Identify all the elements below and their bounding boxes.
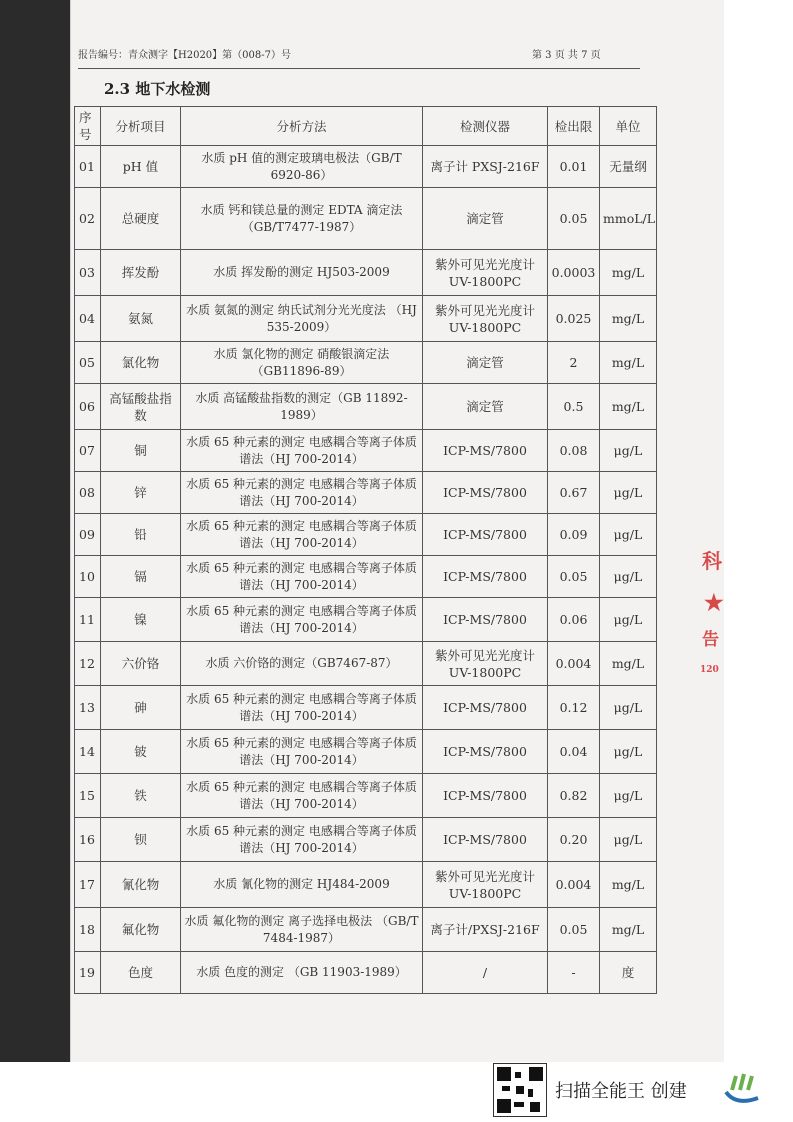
detection-limit: 0.04 <box>548 730 600 774</box>
instrument: ICP-MS/7800 <box>423 514 548 556</box>
row-number: 11 <box>75 598 101 642</box>
unit: μg/L <box>600 686 657 730</box>
instrument: 滴定管 <box>423 188 548 250</box>
instrument: ICP-MS/7800 <box>423 472 548 514</box>
col-header-method: 分析方法 <box>181 107 423 146</box>
detection-limit: 0.05 <box>548 908 600 952</box>
analysis-method: 水质 色度的测定 （GB 11903-1989） <box>181 952 423 994</box>
analysis-method: 水质 挥发酚的测定 HJ503-2009 <box>181 250 423 296</box>
col-header-unit: 单位 <box>600 107 657 146</box>
row-number: 16 <box>75 818 101 862</box>
table-row <box>75 250 657 296</box>
analysis-method: 水质 65 种元素的测定 电感耦合等离子体质谱法（HJ 700-2014） <box>181 730 423 774</box>
analysis-item: 氰化物 <box>101 862 181 908</box>
scanner-watermark-text: 扫描全能王 创建 <box>555 1081 687 1102</box>
analysis-method: 水质 氨氮的测定 纳氏试剂分光光度法 （HJ 535-2009） <box>181 296 423 342</box>
unit: mg/L <box>600 908 657 952</box>
detection-limit: 0.20 <box>548 818 600 862</box>
instrument: 离子计/PXSJ-216F <box>423 908 548 952</box>
instrument: 紫外可见光光度计 UV-1800PC <box>423 296 548 342</box>
row-number: 05 <box>75 342 101 384</box>
row-number: 07 <box>75 430 101 472</box>
analysis-method: 水质 65 种元素的测定 电感耦合等离子体质谱法（HJ 700-2014） <box>181 556 423 598</box>
table-header-row <box>75 107 657 146</box>
table-row <box>75 642 657 686</box>
analysis-item: 氨氮 <box>101 296 181 342</box>
table-row <box>75 556 657 598</box>
detection-limit: 0.09 <box>548 514 600 556</box>
table-row <box>75 952 657 994</box>
table-row <box>75 472 657 514</box>
analysis-item: 六价铬 <box>101 642 181 686</box>
red-seal-stamp <box>700 545 730 695</box>
analysis-item: 镉 <box>101 556 181 598</box>
instrument: ICP-MS/7800 <box>423 818 548 862</box>
analysis-method: 水质 65 种元素的测定 电感耦合等离子体质谱法（HJ 700-2014） <box>181 686 423 730</box>
table-row <box>75 818 657 862</box>
analysis-item: 铅 <box>101 514 181 556</box>
row-number: 18 <box>75 908 101 952</box>
unit: μg/L <box>600 774 657 818</box>
row-number: 03 <box>75 250 101 296</box>
stamp-char-2: 告 <box>702 630 719 650</box>
analysis-item: 总硬度 <box>101 188 181 250</box>
unit: 无量纲 <box>600 146 657 188</box>
analysis-item: 挥发酚 <box>101 250 181 296</box>
row-number: 04 <box>75 296 101 342</box>
analysis-method: 水质 65 种元素的测定 电感耦合等离子体质谱法（HJ 700-2014） <box>181 430 423 472</box>
row-number: 06 <box>75 384 101 430</box>
instrument: ICP-MS/7800 <box>423 730 548 774</box>
unit: mg/L <box>600 342 657 384</box>
stamp-code: 120 <box>700 665 719 675</box>
row-number: 09 <box>75 514 101 556</box>
analysis-item: 铜 <box>101 430 181 472</box>
qr-code-icon <box>493 1063 547 1117</box>
unit: μg/L <box>600 556 657 598</box>
analysis-method: 水质 65 种元素的测定 电感耦合等离子体质谱法（HJ 700-2014） <box>181 514 423 556</box>
scanner-edge-shadow <box>0 0 72 1062</box>
detection-limit: 0.12 <box>548 686 600 730</box>
unit: mg/L <box>600 384 657 430</box>
analysis-method: 水质 氟化物的测定 离子选择电极法 （GB/T 7484-1987） <box>181 908 423 952</box>
analysis-method: 水质 65 种元素的测定 电感耦合等离子体质谱法（HJ 700-2014） <box>181 774 423 818</box>
unit: μg/L <box>600 430 657 472</box>
instrument: ICP-MS/7800 <box>423 556 548 598</box>
stamp-star-icon: ★ <box>704 590 724 616</box>
analysis-item: 氟化物 <box>101 908 181 952</box>
row-number: 14 <box>75 730 101 774</box>
detection-limit: 0.82 <box>548 774 600 818</box>
analysis-item: pH 值 <box>101 146 181 188</box>
table-row <box>75 188 657 250</box>
row-number: 19 <box>75 952 101 994</box>
row-number: 02 <box>75 188 101 250</box>
analysis-item: 锌 <box>101 472 181 514</box>
instrument: ICP-MS/7800 <box>423 686 548 730</box>
detection-limit: 0.08 <box>548 430 600 472</box>
table-row <box>75 908 657 952</box>
analysis-method: 水质 65 种元素的测定 电感耦合等离子体质谱法（HJ 700-2014） <box>181 818 423 862</box>
detection-limit: - <box>548 952 600 994</box>
unit: μg/L <box>600 598 657 642</box>
detection-limit: 0.06 <box>548 598 600 642</box>
instrument: 紫外可见光光度计 UV-1800PC <box>423 862 548 908</box>
analysis-method: 水质 钙和镁总量的测定 EDTA 滴定法（GB/T7477-1987） <box>181 188 423 250</box>
unit: mg/L <box>600 642 657 686</box>
analysis-item: 镍 <box>101 598 181 642</box>
detection-limit: 0.004 <box>548 862 600 908</box>
unit: μg/L <box>600 514 657 556</box>
report-number: 报告编号：青众测字【H2020】第（008-7）号 <box>78 50 291 61</box>
table-row <box>75 686 657 730</box>
instrument: ICP-MS/7800 <box>423 774 548 818</box>
detection-limit: 0.004 <box>548 642 600 686</box>
table-row <box>75 430 657 472</box>
detection-limit: 0.01 <box>548 146 600 188</box>
table-row <box>75 514 657 556</box>
table-row <box>75 342 657 384</box>
instrument: 紫外可见光光度计 UV-1800PC <box>423 250 548 296</box>
section-title: 2.3 地下水检测 <box>104 80 211 98</box>
table-row <box>75 730 657 774</box>
row-number: 13 <box>75 686 101 730</box>
analysis-item: 铍 <box>101 730 181 774</box>
table-row <box>75 296 657 342</box>
unit: mg/L <box>600 250 657 296</box>
instrument: ICP-MS/7800 <box>423 430 548 472</box>
unit: mg/L <box>600 296 657 342</box>
instrument: 离子计 PXSJ-216F <box>423 146 548 188</box>
table-row <box>75 146 657 188</box>
table-row <box>75 384 657 430</box>
groundwater-method-table <box>74 106 657 994</box>
detection-limit: 0.0003 <box>548 250 600 296</box>
camscanner-logo-icon <box>718 1070 768 1110</box>
detection-limit: 0.67 <box>548 472 600 514</box>
unit: μg/L <box>600 818 657 862</box>
analysis-item: 氯化物 <box>101 342 181 384</box>
detection-limit: 0.025 <box>548 296 600 342</box>
col-header-item: 分析项目 <box>101 107 181 146</box>
unit: μg/L <box>600 472 657 514</box>
analysis-method: 水质 65 种元素的测定 电感耦合等离子体质谱法（HJ 700-2014） <box>181 598 423 642</box>
row-number: 15 <box>75 774 101 818</box>
unit: μg/L <box>600 730 657 774</box>
row-number: 01 <box>75 146 101 188</box>
row-number: 17 <box>75 862 101 908</box>
analysis-method: 水质 高锰酸盐指数的测定（GB 11892-1989） <box>181 384 423 430</box>
analysis-item: 铁 <box>101 774 181 818</box>
analysis-item: 砷 <box>101 686 181 730</box>
header-divider <box>78 68 640 69</box>
analysis-method: 水质 氯化物的测定 硝酸银滴定法（GB11896-89） <box>181 342 423 384</box>
analysis-item: 高锰酸盐指数 <box>101 384 181 430</box>
unit: 度 <box>600 952 657 994</box>
col-header-instrument: 检测仪器 <box>423 107 548 146</box>
analysis-method: 水质 65 种元素的测定 电感耦合等离子体质谱法（HJ 700-2014） <box>181 472 423 514</box>
detection-limit: 0.05 <box>548 188 600 250</box>
detection-limit: 0.05 <box>548 556 600 598</box>
col-header-limit: 检出限 <box>548 107 600 146</box>
analysis-item: 钡 <box>101 818 181 862</box>
instrument: ICP-MS/7800 <box>423 598 548 642</box>
analysis-method: 水质 六价铬的测定（GB7467-87） <box>181 642 423 686</box>
instrument: 滴定管 <box>423 384 548 430</box>
page-indicator: 第 3 页 共 7 页 <box>532 50 601 61</box>
table-row <box>75 774 657 818</box>
col-header-no: 序号 <box>75 107 101 146</box>
table-body <box>75 146 657 994</box>
row-number: 10 <box>75 556 101 598</box>
row-number: 08 <box>75 472 101 514</box>
unit: mg/L <box>600 862 657 908</box>
detection-limit: 2 <box>548 342 600 384</box>
stamp-char-1: 科 <box>702 549 722 573</box>
analysis-item: 色度 <box>101 952 181 994</box>
analysis-method: 水质 氰化物的测定 HJ484-2009 <box>181 862 423 908</box>
detection-limit: 0.5 <box>548 384 600 430</box>
analysis-method: 水质 pH 值的测定玻璃电极法（GB/T 6920-86） <box>181 146 423 188</box>
unit: mmoL/L <box>600 188 657 250</box>
table-row <box>75 862 657 908</box>
table-row <box>75 598 657 642</box>
instrument: 滴定管 <box>423 342 548 384</box>
row-number: 12 <box>75 642 101 686</box>
instrument: 紫外可见光光度计 UV-1800PC <box>423 642 548 686</box>
instrument: / <box>423 952 548 994</box>
